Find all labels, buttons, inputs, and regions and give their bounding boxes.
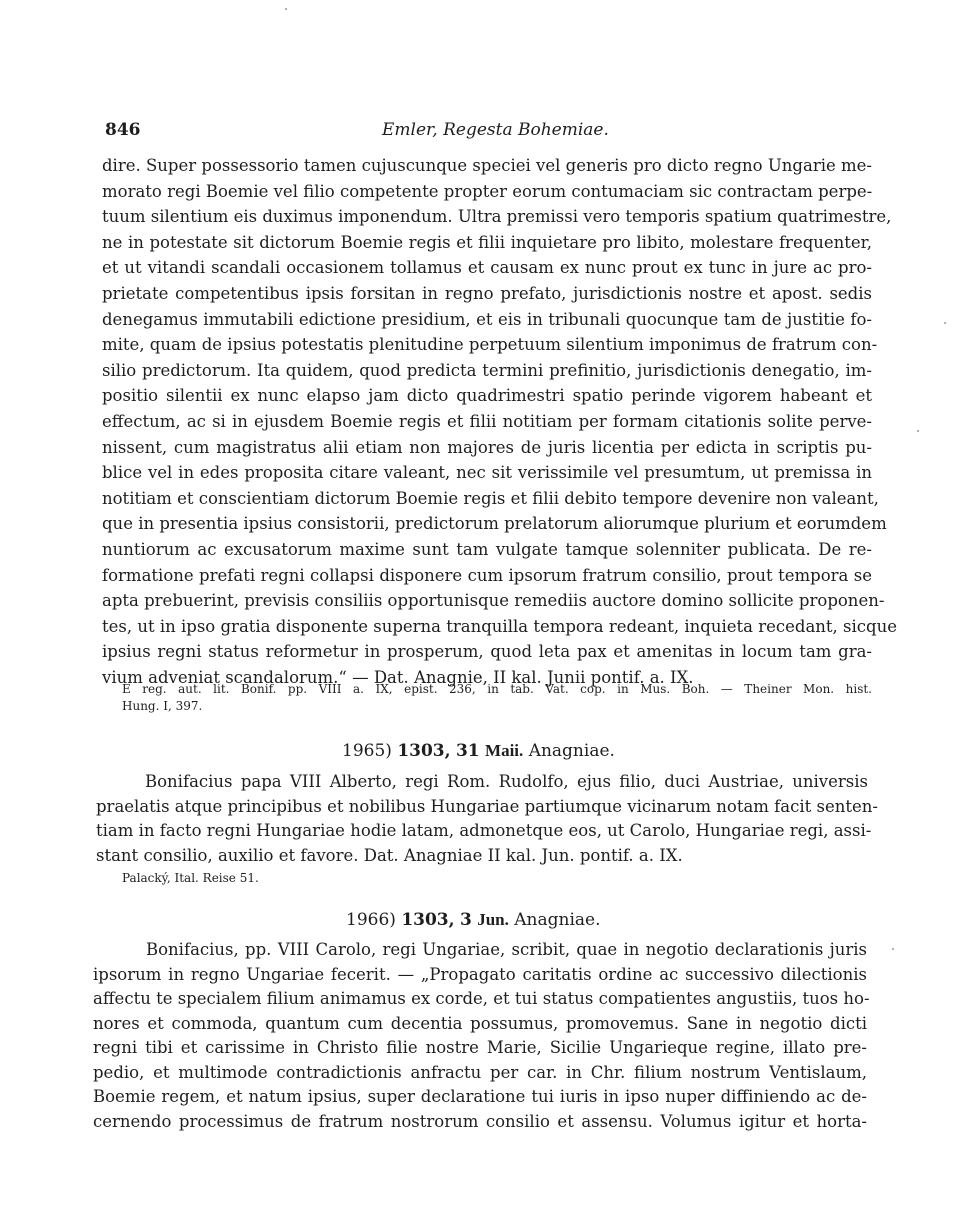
entry-number: 1965) [342,741,392,761]
text-line: praelatis atque principibus et nobilibus Hungariae partiumque vicinarum notam facit senten- [96,796,878,816]
text-line: vium adveniat scandalorum.“ — Dat. Anagnie, II kal. Junii pontif. a. IX. [102,668,694,687]
text-line: nores et commoda, quantum cum decentia possumus, promovemus. Sane in negotio dicti [93,1013,867,1033]
text-line: prietate competentibus ipsis forsitan in regno prefato, jurisdictionis nostre et apost. sedis [102,284,872,303]
text-line: silio predictorum. Ita quidem, quod predicta termini prefinitio, jurisdictionis denegatio, im- [102,360,872,380]
text-line: morato regi Boemie vel filio competente propter eorum contumaciam sic contractam perpe- [102,181,873,201]
text-line: formatione prefati regni collapsi disponere cum ipsorum fratrum consilio, prout tempora se [102,565,872,585]
text-line: que in presentia ipsius consistorii, predictorum prelatorum aliorumque plurium et eorumdem [102,514,887,534]
text-line: pedio, et multimode contradictionis anfractu per car. in Chr. filium nostrum Ventislaum, [93,1062,867,1082]
entry-month: Jun. [477,910,509,929]
entry-year: 1303, [401,910,455,930]
scan-speck [892,948,894,950]
text-line: ipsorum in regno Ungariae fecerit. — „Propagato caritatis ordine ac successivo dilectionis [93,964,867,984]
entry-day: 3 [459,910,472,930]
entry-1965-heading [342,740,615,762]
text-line: mite, quam de ipsius potestatis plenitudine perpetuum silentium imponimus de fratrum con- [102,335,878,355]
text-line: dire. Super possessorio tamen cujuscunque speciei vel generis pro dicto regno Ungarie me- [102,156,872,175]
text-line: effectum, ac si in ejusdem Boemie regis et filii notitiam per formam citationis solite perve- [102,412,872,431]
scan-speck [944,322,946,324]
text-line: tiam in facto regni Hungariae hodie latam, admonetque eos, ut Carolo, Hungariae regi, assi- [96,821,872,840]
entry-number: 1966) [346,910,396,930]
text-line: ipsius regni status reformetur in prosperum, quod leta pax et amenitas in locum tam gra- [102,642,872,662]
text-line: Bonifacius, pp. VIII Carolo, regi Ungariae, scribit, quae in negotio declarationis juris [146,940,867,959]
text-line: cernendo processimus de fratrum nostrorum consilio et assensu. Volumus igitur et horta- [93,1111,867,1131]
entry-place: Anagniae. [514,910,601,930]
text-line: ne in potestate sit dictorum Boemie regis et filii inquietare pro libito, molestare frequenter, [102,232,872,252]
entry-day: 31 [455,741,480,761]
running-title: Emler, Regesta Bohemiae. [382,120,609,140]
footnote-line: E reg. aut. lit. Bonif. pp. VIII a. IX, epist. 236, in tab. Vat. cop. in Mus. Boh. — Theiner Mon. hist. [122,682,872,696]
scan-speck [285,8,287,10]
text-line: notitiam et conscientiam dictorum Boemie regis et filii debito tempore devenire non valeant, [102,488,879,508]
text-line: nuntiorum ac excusatorum maxime sunt tam vulgate tamque solenniter publicata. De re- [102,540,872,559]
text-line: regni tibi et carissime in Christo filie nostre Marie, Sicilie Ungarieque regine, illato pre- [93,1038,867,1057]
text-line: stant consilio, auxilio et favore. Dat. Anagniae II kal. Jun. pontif. a. IX. [96,845,683,865]
text-line: positio silentii ex nunc elapso jam dicto quadrimestri spatio perinde vigorem habeant et [102,386,872,406]
entry-month: Maii. [485,741,524,760]
text-line: affectu te specialem filium animamus ex corde, et tui status compatientes angustiis, tuos ho- [93,989,870,1008]
text-line: apta prebuerint, previsis consiliis opportunisque remediis auctore domino sollicite proponen- [102,591,885,611]
text-line: blice vel in edes proposita citare valeant, nec sit verissimile vel presumtum, ut premissa in [102,463,872,483]
scan-speck [917,430,919,432]
text-line: Bonifacius papa VIII Alberto, regi Rom. Rudolfo, ejus filio, duci Austriae, universis [145,772,868,791]
entry-year: 1303, [397,741,451,761]
text-line: denegamus immutabili edictione presidium, et eis in tribunali quocunque tam de justitie fo- [102,309,872,329]
footnote-line: Hung. I, 397. [122,699,203,713]
text-line: tuum silentium eis duximus imponendum. Ultra premissi vero temporis spatium quatrimestre, [102,207,892,227]
text-line: nissent, cum magistratus alii etiam non majores de juris licentia per edicta in scriptis pu- [102,437,872,457]
text-line: tes, ut in ipso gratia disponente superna tranquilla tempora redeant, inquieta recedant, sicque [102,616,897,636]
entry-1965-source: Palacký, Ital. Reise 51. [122,871,259,885]
text-line: et ut vitandi scandali occasionem tollamus et causam ex nunc prout ex tunc in jure ac pro- [102,258,872,278]
text-line: Boemie regem, et natum ipsius, super declaratione tui iuris in ipso nuper diffiniendo ac de- [93,1087,867,1106]
page-number: 846 [105,120,141,140]
entry-place: Anagniae. [528,741,615,761]
entry-1966-heading [346,909,601,931]
